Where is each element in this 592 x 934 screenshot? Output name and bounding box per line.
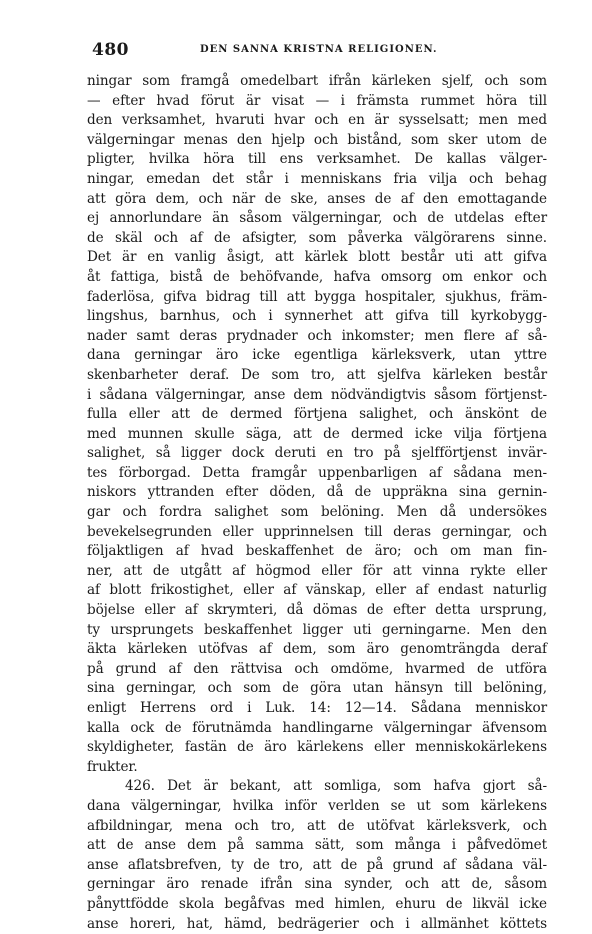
text-line: tes förborgad. Detta framgår uppenbarligen af sådana men- [87,464,547,481]
text-line: äkta kärleken utöfvas af dem, som äro genomträngda deraf [87,641,547,658]
page-number: 480 [92,40,129,60]
running-title: DEN SANNA KRISTNA RELIGIONEN. [200,44,438,55]
text-line: ner, att de utgått af högmod eller för att vinna rykte eller [87,562,547,579]
text-line: åt fattiga, bistå de behöfvande, hafva omsorg om enkor och [87,268,547,285]
text-line: — efter hvad förut är visat — i främsta rummet höra till [87,92,547,109]
text-line: anse aflatsbrefven, ty de tro, att de på grund af sådana väl- [87,856,547,873]
text-line: i sådana välgerningar, anse dem nödvändigtvis såsom förtjenst- [87,386,547,403]
text-line: Det är en vanlig åsigt, att kärlek blott består uti att gifva [87,249,547,266]
text-line: skyldigheter, fastän de äro kärlekens eller menniskokärlekens [87,739,547,756]
text-line: af blott frikostighet, eller af vänskap, eller af endast naturlig [87,582,547,599]
text-line: anse horeri, hat, hämd, bedrägerier och i allmänhet köttets [87,915,547,932]
text-line: med munnen skulle säga, att de dermed icke vilja förtjena [87,425,547,442]
text-line: skenbarheter deraf. De som tro, att sjelfva kärleken består [87,366,547,383]
text-line: sina gerningar, och som de göra utan hänsyn till belöning, [87,680,547,697]
text-line: att de anse dem på samma sätt, som många i påfvedömet [87,837,547,854]
text-line: ningar som framgå omedelbart ifrån kärleken sjelf, och som [87,73,547,89]
text-line: ningar, emedan det står i menniskans fria vilja och behag [87,170,547,187]
body-text [87,72,547,934]
text-line: böjelse eller af skrymteri, då dömas de efter detta ursprung, [87,602,547,619]
paragraph-end-line: frukter. [87,758,138,775]
text-line: niskors yttranden efter döden, då de uppräkna sina gernin- [87,484,547,501]
text-line: bevekelsegrunden eller upprinnelsen till deras gerningar, och [87,523,547,540]
text-line: nader samt deras prydnader och inkomster; men flere af så- [87,327,547,344]
text-line: enligt Herrens ord i Luk. 14: 12—14. Sådana menniskor [87,700,547,716]
text-line: den verksamhet, hvaruti hvar och en är sysselsatt; men med [87,112,547,129]
text-line: lingshus, barnhus, och i synnerhet att gifva till kyrkobygg- [87,308,547,325]
page-header [92,40,542,64]
text-line: att göra dem, och när de ske, anses de af den emottagande [87,190,547,207]
text-line: ej annorlundare än såsom välgerningar, och de utdelas efter [87,210,547,227]
text-line: faderlösa, gifva bidrag till att bygga hospitaler, sjukhus, främ- [87,288,547,305]
text-line: välgerningar menas den hjelp och bistånd, som sker utom de [87,131,547,148]
text-line: på grund af den rättvisa och omdöme, hvarmed de utföra [87,660,547,677]
text-line: salighet, så ligger dock deruti en tro på sjelfförtjenst invär- [87,445,547,462]
text-line: gerningar äro renade ifrån sina synder, och att de, såsom [87,876,547,893]
text-line: dana välgerningar, hvilka inför verlden se ut som kärlekens [87,797,547,814]
section-426-first-line: 426. Det är bekant, att somliga, som hafva gjort så- [125,778,547,795]
text-line: kalla ock de förutnämda handlingarne välgerningar äfvensom [87,719,547,736]
text-line: pånyttfödde skola begåfvas med himlen, ehuru de likväl icke [87,895,547,912]
text-line: följaktligen af hvad beskaffenhet de äro; och om man fin- [87,543,547,560]
text-line: de skäl och af de afsigter, som påverka välgörarens sinne. [87,229,547,246]
text-line: gar och fordra salighet som belöning. Men då undersökes [87,504,547,521]
text-line: fulla eller att de dermed förtjena salighet, och änskönt de [87,406,547,423]
text-line: ty ursprungets beskaffenhet ligger uti gerningarne. Men den [87,621,547,638]
text-line: pligter, hvilka höra till ens verksamhet. De kallas välger- [87,151,547,168]
text-line: dana gerningar äro icke egentliga kärleksverk, utan yttre [87,347,547,364]
text-line: afbildningar, mena och tro, att de utöfvat kärleksverk, och [87,817,547,834]
